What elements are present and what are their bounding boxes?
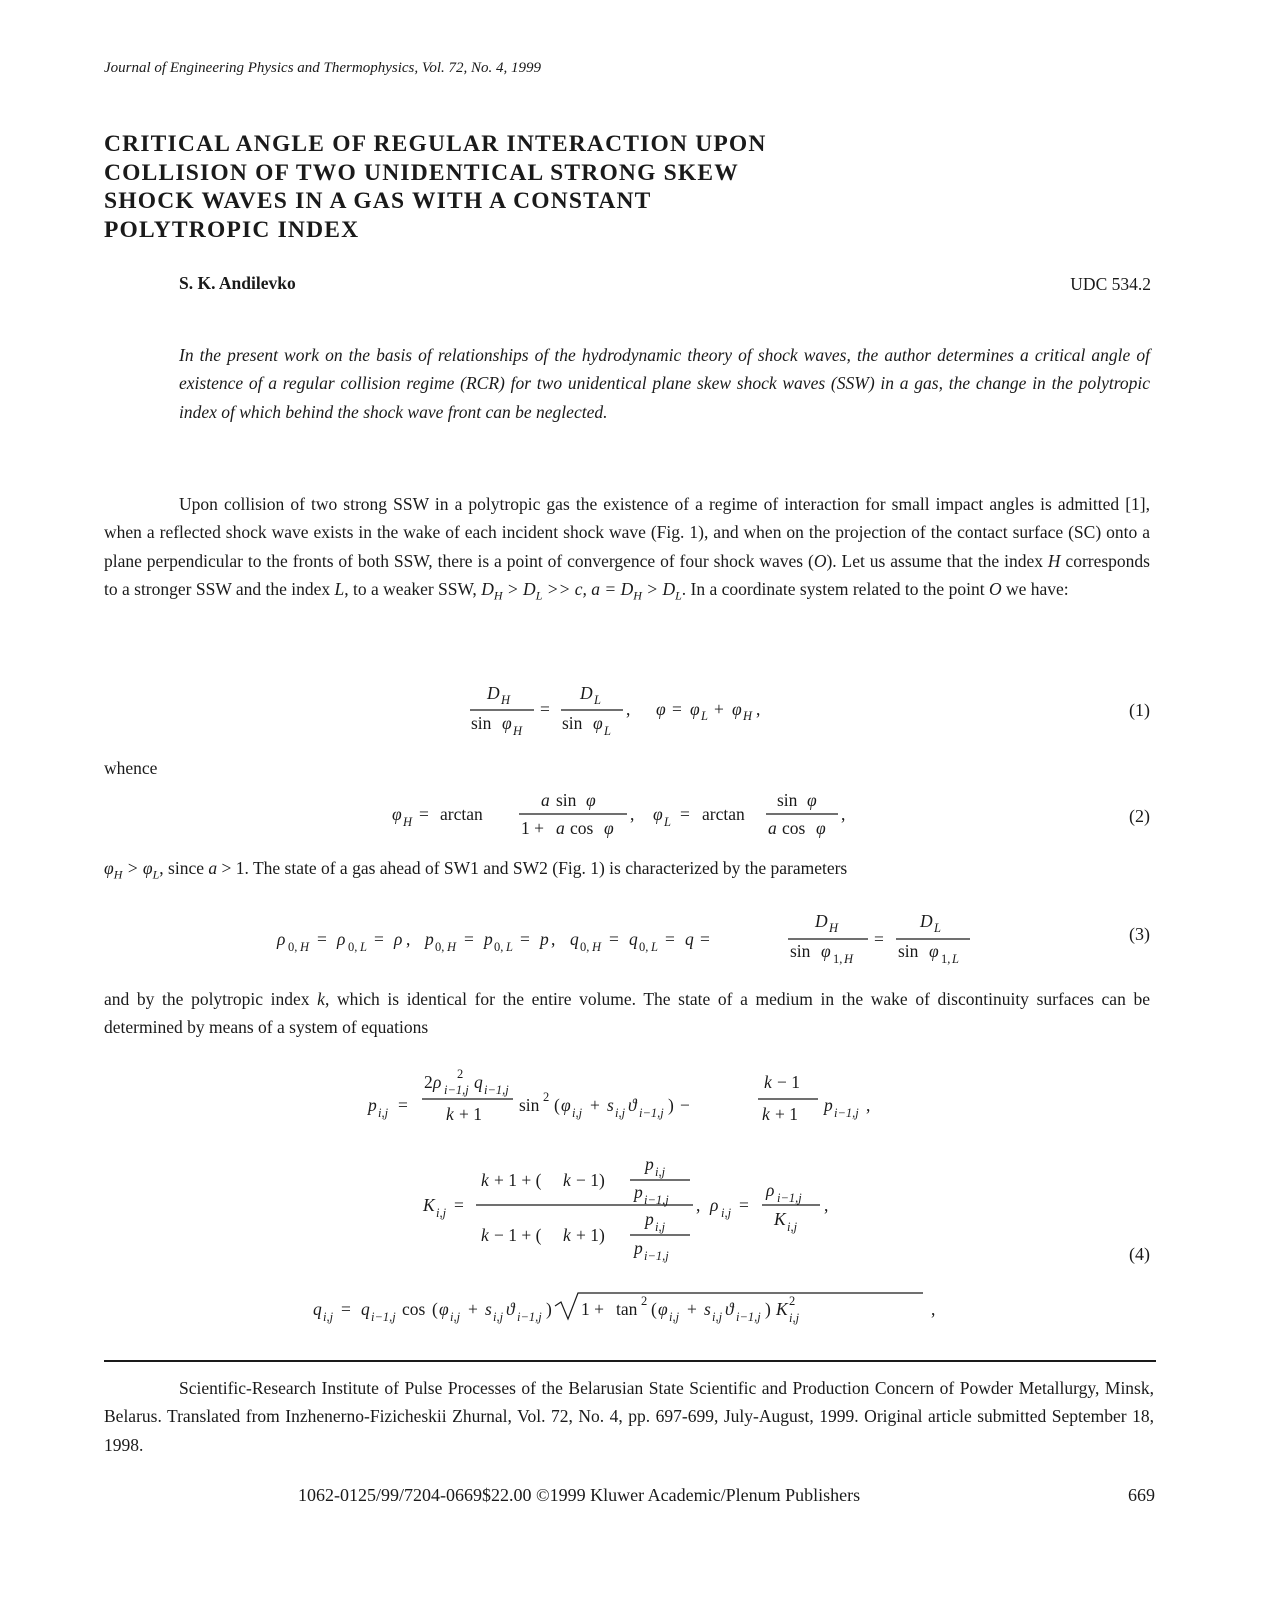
svg-text:=: = — [454, 1195, 464, 1215]
svg-text:+: + — [687, 1299, 697, 1319]
svg-text:2: 2 — [789, 1294, 796, 1308]
svg-text:i−1,j: i−1,j — [644, 1249, 669, 1263]
svg-text:H: H — [844, 952, 854, 966]
p1-text-e: . In a coordinate system related to the point — [681, 578, 989, 599]
svg-text:a: a — [556, 818, 565, 838]
svg-text:=: = — [419, 804, 429, 824]
svg-text:φ: φ — [807, 790, 817, 810]
svg-text:(: ( — [651, 1299, 657, 1319]
svg-text:D: D — [487, 683, 500, 703]
svg-text:1,: 1, — [941, 952, 951, 966]
svg-text:K: K — [423, 1195, 435, 1215]
svg-text:i,j: i,j — [789, 1311, 800, 1325]
svg-text:+ 1 + (: + 1 + ( — [494, 1170, 542, 1190]
svg-text:D: D — [920, 911, 933, 931]
svg-text:cos: cos — [570, 818, 594, 838]
svg-text:K: K — [776, 1299, 788, 1319]
svg-text:i,j: i,j — [721, 1206, 732, 1220]
svg-text:ρ: ρ — [277, 929, 286, 949]
svg-text:arctan: arctan — [440, 804, 483, 824]
title-line-2: COLLISION OF TWO UNIDENTICAL STRONG SKEW — [104, 159, 739, 186]
footnote-rule — [104, 1360, 1156, 1362]
svg-text:H: H — [501, 693, 511, 707]
p1-point-o-2: O — [988, 578, 1002, 599]
p2-text-a: since — [163, 858, 209, 878]
p1-index-h: H — [1047, 550, 1061, 571]
svg-text:,: , — [824, 1195, 829, 1215]
svg-text:φ: φ — [656, 699, 666, 719]
equation-3-number: (3) — [1129, 924, 1150, 944]
svg-text:i−1,j: i−1,j — [444, 1083, 469, 1097]
svg-text:q: q — [629, 929, 638, 949]
svg-text:ϑ: ϑ — [725, 1299, 734, 1319]
svg-text:=: = — [317, 929, 327, 949]
p1-condition: $D_H > D_L >> c$, $a = D_H > D_L$ — [481, 578, 682, 603]
svg-text:=: = — [398, 1095, 408, 1115]
svg-text:q: q — [361, 1299, 370, 1319]
svg-text:φ: φ — [586, 790, 596, 810]
svg-text:i,j: i,j — [450, 1310, 461, 1324]
svg-text:=: = — [464, 929, 474, 949]
svg-text:sin: sin — [562, 713, 583, 733]
svg-text:φ: φ — [439, 1299, 449, 1319]
svg-text:i−1,j: i−1,j — [834, 1106, 859, 1120]
p1-text-a: Upon collision of two strong SSW in a polytropic gas the existence of a regime of interaction for small impact angles is admitted [1], when a reflected shock wave exists in the wake of each incident shock wave (Fig. 1), and when on the projection of the contact surface (SC) onto a plane perpendicular to the fronts of both SSW, there is a point of convergence of four shock waves ( — [104, 494, 1150, 571]
svg-text:i−1,j: i−1,j — [644, 1193, 669, 1207]
svg-text:2: 2 — [641, 1294, 648, 1308]
svg-text:2: 2 — [543, 1090, 550, 1104]
svg-text:=: = — [665, 929, 675, 949]
svg-text:=: = — [874, 929, 884, 949]
svg-text:sin: sin — [777, 790, 798, 810]
svg-text:i,j: i,j — [655, 1220, 666, 1234]
svg-text:q: q — [313, 1299, 322, 1319]
svg-text:i−1,j: i−1,j — [777, 1191, 802, 1205]
svg-text:arctan: arctan — [702, 804, 745, 824]
svg-text:L: L — [594, 693, 601, 707]
svg-text:p: p — [824, 1095, 833, 1115]
svg-text:=: = — [374, 929, 384, 949]
title-line-1: CRITICAL ANGLE OF REGULAR INTERACTION UPON — [104, 131, 767, 157]
udc-code: UDC 534.2 — [1070, 274, 1151, 294]
svg-text:φ: φ — [821, 941, 831, 961]
author-name: S. K. Andilevko — [179, 273, 296, 293]
svg-text:k: k — [481, 1170, 489, 1190]
svg-text:i−1,j: i−1,j — [484, 1083, 509, 1097]
svg-text:p: p — [484, 929, 493, 949]
svg-text:+ 1: + 1 — [459, 1104, 482, 1124]
svg-text:φ: φ — [604, 818, 614, 838]
svg-text:0,: 0, — [435, 940, 445, 954]
svg-text:i,j: i,j — [493, 1310, 504, 1324]
svg-text:1 +: 1 + — [521, 818, 544, 838]
svg-text:0,: 0, — [348, 940, 358, 954]
svg-text:): ) — [765, 1299, 771, 1319]
svg-text:i−1,j: i−1,j — [371, 1310, 396, 1324]
svg-text:i,j: i,j — [712, 1310, 723, 1324]
svg-text:ϑ: ϑ — [628, 1095, 637, 1115]
svg-text:− 1): − 1) — [576, 1170, 605, 1190]
svg-text:φ: φ — [392, 804, 402, 824]
equation-2-number: (2) — [1129, 806, 1150, 826]
svg-text:i−1,j: i−1,j — [639, 1106, 664, 1120]
svg-text:2: 2 — [457, 1067, 464, 1081]
svg-text:ρ: ρ — [337, 929, 346, 949]
svg-text:p: p — [540, 929, 549, 949]
svg-text:i,j: i,j — [669, 1310, 680, 1324]
svg-text:,: , — [406, 929, 411, 949]
svg-text:0,: 0, — [580, 940, 590, 954]
svg-text:=: = — [680, 804, 690, 824]
svg-text:cos: cos — [402, 1299, 426, 1319]
p3-text-a: and by the polytropic index — [104, 989, 318, 1009]
svg-text:q: q — [474, 1072, 483, 1092]
svg-text:k: k — [762, 1104, 770, 1124]
svg-text:sin: sin — [519, 1095, 540, 1115]
svg-text:=: = — [672, 699, 682, 719]
svg-text:i,j: i,j — [323, 1310, 334, 1324]
svg-text:i,j: i,j — [378, 1106, 389, 1120]
svg-text:p: p — [634, 1238, 643, 1258]
p3-text-b: , which is identical for the entire volume. The state of a medium in the wake of discontinuity surfaces can be determined by means of a system of equations — [104, 989, 1150, 1038]
svg-text:tan: tan — [616, 1299, 638, 1319]
svg-text:ρ: ρ — [766, 1180, 775, 1200]
svg-text:(: ( — [554, 1095, 560, 1115]
svg-text:,: , — [756, 699, 761, 719]
svg-text:H: H — [829, 921, 839, 935]
svg-text:φ: φ — [653, 804, 663, 824]
abstract: In the present work on the basis of relationships of the hydrodynamic theory of shock waves, the author determines a critical angle of existence of a regular collision regime (RCR) for two unidentical plane skew shock waves (SSW) in a gas, the change in the polytropic index of which behind the shock wave front can be neglected. — [179, 345, 1150, 422]
svg-text:−: − — [680, 1095, 690, 1115]
svg-text:=: = — [609, 929, 619, 949]
svg-text:φ: φ — [561, 1095, 571, 1115]
svg-text:i−1,j: i−1,j — [736, 1310, 761, 1324]
svg-text:a: a — [768, 818, 777, 838]
svg-text:φ: φ — [502, 713, 512, 733]
svg-text:p: p — [425, 929, 434, 949]
svg-text:L: L — [934, 921, 941, 935]
svg-text:φ: φ — [732, 699, 742, 719]
svg-text:sin: sin — [471, 713, 492, 733]
svg-text:s: s — [485, 1299, 492, 1319]
svg-text:φ: φ — [690, 699, 700, 719]
p2-text-b: . The state of a gas ahead of SW1 and SW2 (Fig. 1) is characterized by the parameters — [244, 858, 848, 878]
journal-header: Journal of Engineering Physics and Thermophysics, Vol. 72, No. 4, 1999 — [104, 60, 542, 76]
svg-text:L: L — [701, 709, 708, 723]
svg-text:+ 1: + 1 — [775, 1104, 798, 1124]
svg-text:=: = — [540, 699, 550, 719]
svg-text:H: H — [743, 709, 753, 723]
svg-text:i,j: i,j — [655, 1165, 666, 1179]
svg-text:k: k — [764, 1072, 772, 1092]
p1-text-d: , to a weaker SSW, — [344, 578, 482, 599]
svg-text:D: D — [580, 683, 593, 703]
svg-text:2: 2 — [424, 1072, 433, 1092]
svg-text:L: L — [664, 815, 671, 829]
svg-text:,: , — [866, 1095, 871, 1115]
svg-text:,: , — [630, 804, 635, 824]
svg-text:φ: φ — [816, 818, 826, 838]
svg-text:1 +: 1 + — [581, 1299, 604, 1319]
equation-4-number: (4) — [1129, 1244, 1150, 1264]
svg-text:i,j: i,j — [615, 1106, 626, 1120]
svg-text:H: H — [447, 940, 457, 954]
svg-text:sin: sin — [556, 790, 577, 810]
svg-text:H: H — [592, 940, 602, 954]
svg-text:k: k — [446, 1104, 454, 1124]
svg-text:0,: 0, — [639, 940, 649, 954]
svg-text:L: L — [651, 940, 658, 954]
svg-text:0,: 0, — [494, 940, 504, 954]
svg-text:+: + — [590, 1095, 600, 1115]
svg-text:i,j: i,j — [436, 1206, 447, 1220]
svg-text:φ: φ — [658, 1299, 668, 1319]
svg-text:p: p — [645, 1154, 654, 1174]
p2-inequality: $\varphi_H > \varphi_L$ — [104, 858, 160, 882]
svg-text:k: k — [481, 1225, 489, 1245]
svg-text:q: q — [685, 929, 694, 949]
svg-text:p: p — [645, 1209, 654, 1229]
p1-text-b: ). Let us assume that the index — [826, 550, 1048, 571]
svg-text:p: p — [368, 1095, 377, 1115]
body-paragraph-2: $\varphi_H > \varphi_L$, since a > 1. The state of a gas ahead of SW1 and SW2 (Fig. 1) is characterized by the parameters — [104, 858, 848, 882]
svg-text:1,: 1, — [833, 952, 843, 966]
p1-point-o: O — [813, 550, 827, 571]
svg-text:s: s — [704, 1299, 711, 1319]
svg-text:s: s — [607, 1095, 614, 1115]
p1-text-c: corresponds to a stronger SSW and the index — [104, 550, 1150, 599]
svg-text:L: L — [360, 940, 367, 954]
p2-a: a — [208, 858, 218, 878]
svg-text:i,j: i,j — [572, 1106, 583, 1120]
svg-text:H: H — [300, 940, 310, 954]
svg-text:H: H — [403, 815, 413, 829]
svg-text:=: = — [341, 1299, 351, 1319]
svg-text:cos: cos — [782, 818, 806, 838]
svg-text:sin: sin — [790, 941, 811, 961]
svg-text:=: = — [739, 1195, 749, 1215]
svg-text:a: a — [541, 790, 550, 810]
svg-text:φ: φ — [593, 713, 603, 733]
page-number: 669 — [1128, 1485, 1155, 1505]
svg-text:H: H — [513, 724, 523, 738]
svg-text:− 1: − 1 — [777, 1072, 800, 1092]
svg-text:,: , — [626, 699, 631, 719]
svg-text:+ 1): + 1) — [576, 1225, 605, 1245]
svg-text:): ) — [668, 1095, 674, 1115]
svg-text:,: , — [931, 1299, 936, 1319]
svg-text:+: + — [714, 699, 724, 719]
svg-text:i−1,j: i−1,j — [517, 1310, 542, 1324]
issn-copyright-line: 1062-0125/99/7204-0669$22.00 ©1999 Kluwer Academic/Plenum Publishers — [298, 1485, 861, 1505]
svg-text:i,j: i,j — [787, 1220, 798, 1234]
p1-index-l: L — [334, 578, 345, 599]
svg-text:+: + — [468, 1299, 478, 1319]
svg-text:L: L — [604, 724, 611, 738]
svg-text:k: k — [563, 1225, 571, 1245]
svg-text:L: L — [506, 940, 513, 954]
svg-text:sin: sin — [898, 941, 919, 961]
svg-text:p: p — [634, 1182, 643, 1202]
svg-text:K: K — [774, 1209, 786, 1229]
svg-text:− 1 + (: − 1 + ( — [494, 1225, 542, 1245]
svg-text:L: L — [952, 952, 959, 966]
affiliation-footnote: Scientific-Research Institute of Pulse Processes of the Belarusian State Scientific and Production Concern of Powder Metallurgy, Minsk, Belarus. Translated from Inzhenerno-Fizicheskii Zhurnal, Vol. 72, No. 4, pp. 697-699, July-August, 1999. Original article submitted September 18, 1998. — [104, 1378, 1154, 1455]
svg-text:ρ: ρ — [433, 1072, 442, 1092]
svg-text:0,: 0, — [288, 940, 298, 954]
svg-text:ρ: ρ — [710, 1195, 719, 1215]
p1-text-f: we have: — [1001, 578, 1069, 599]
svg-text:=: = — [700, 929, 710, 949]
svg-text:,: , — [841, 804, 846, 824]
svg-text:): ) — [546, 1299, 552, 1319]
svg-text:=: = — [520, 929, 530, 949]
svg-text:,: , — [696, 1195, 701, 1215]
whence-text: whence — [104, 758, 158, 778]
svg-text:,: , — [551, 929, 556, 949]
svg-text:k: k — [563, 1170, 571, 1190]
title-line-4: POLYTROPIC INDEX — [104, 216, 360, 243]
svg-text:φ: φ — [929, 941, 939, 961]
title-line-3: SHOCK WAVES IN A GAS WITH A CONSTANT — [104, 188, 652, 214]
svg-text:q: q — [570, 929, 579, 949]
svg-text:ρ: ρ — [394, 929, 403, 949]
p3-k: k — [317, 989, 325, 1009]
equation-1-number: (1) — [1129, 700, 1150, 720]
svg-text:ϑ: ϑ — [506, 1299, 515, 1319]
svg-text:(: ( — [432, 1299, 438, 1319]
svg-text:D: D — [815, 911, 828, 931]
